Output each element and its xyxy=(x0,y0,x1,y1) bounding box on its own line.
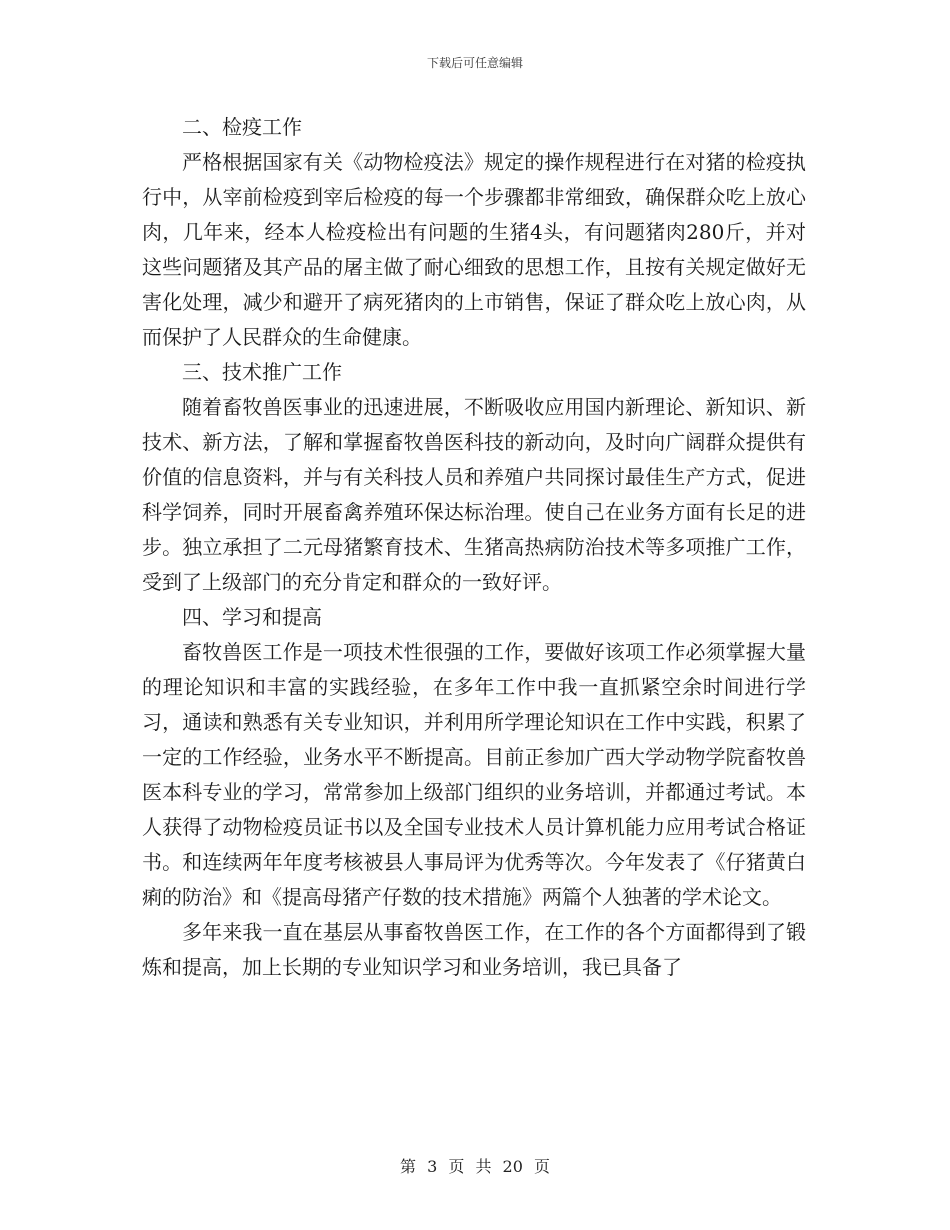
section-heading-inspection: 二、检疫工作 xyxy=(182,115,302,139)
page-header: 下载后可任意编辑 xyxy=(426,56,523,70)
document-body xyxy=(142,110,806,985)
section-heading-tech-promotion: 三、技术推广工作 xyxy=(182,360,342,384)
section-heading-study: 四、学习和提高 xyxy=(182,605,322,629)
page-number-footer: 第 3 页 共 20 页 xyxy=(400,1157,550,1176)
paragraph-inspection: 严格根据国家有关《动物检疫法》规定的操作规程进行在对猪的检疫执行中，从宰前检疫到宰后检疫的每一个步骤都非常细致，确保群众吃上放心肉，几年来，经本人检疫检出有问题的生猪4头，有问题猪肉280斤，并对这些问题猪及其产品的屠主做了耐心细致的思想工作，且按有关规定做好无害化处理，减少和避开了病死猪肉的上市销售，保证了群众吃上放心肉，从而保护了人民群众的生命健康。 xyxy=(142,150,806,349)
paragraph-summary: 多年来我一直在基层从事畜牧兽医工作，在工作的各个方面都得到了锻炼和提高，加上长期的专业知识学习和业务培训，我已具备了 xyxy=(142,920,806,979)
paragraph-tech-promotion: 随着畜牧兽医事业的迅速进展，不断吸收应用国内新理论、新知识、新技术、新方法，了解和掌握畜牧兽医科技的新动向，及时向广阔群众提供有价值的信息资料，并与有关科技人员和养殖户共同探讨最佳生产方式，促进科学饲养，同时开展畜禽养殖环保达标治理。使自己在业务方面有长足的进步。独立承担了二元母猪繁育技术、生猪高热病防治技术等多项推广工作，受到了上级部门的充分肯定和群众的一致好评。 xyxy=(142,395,806,594)
paragraph-study: 畜牧兽医工作是一项技术性很强的工作，要做好该项工作必须掌握大量的理论知识和丰富的实践经验，在多年工作中我一直抓紧空余时间进行学习，通读和熟悉有关专业知识，并利用所学理论知识在工作中实践，积累了一定的工作经验，业务水平不断提高。目前正参加广西大学动物学院畜牧兽医本科专业的学习，常常参加上级部门组织的业务培训，并都通过考试。本人获得了动物检疫员证书以及全国专业技术人员计算机能力应用考试合格证书。和连续两年年度考核被县人事局评为优秀等次。今年发表了《仔猪黄白痢的防治》和《提高母猪产仔数的技术措施》两篇个人独著的学术论文。 xyxy=(142,640,806,909)
